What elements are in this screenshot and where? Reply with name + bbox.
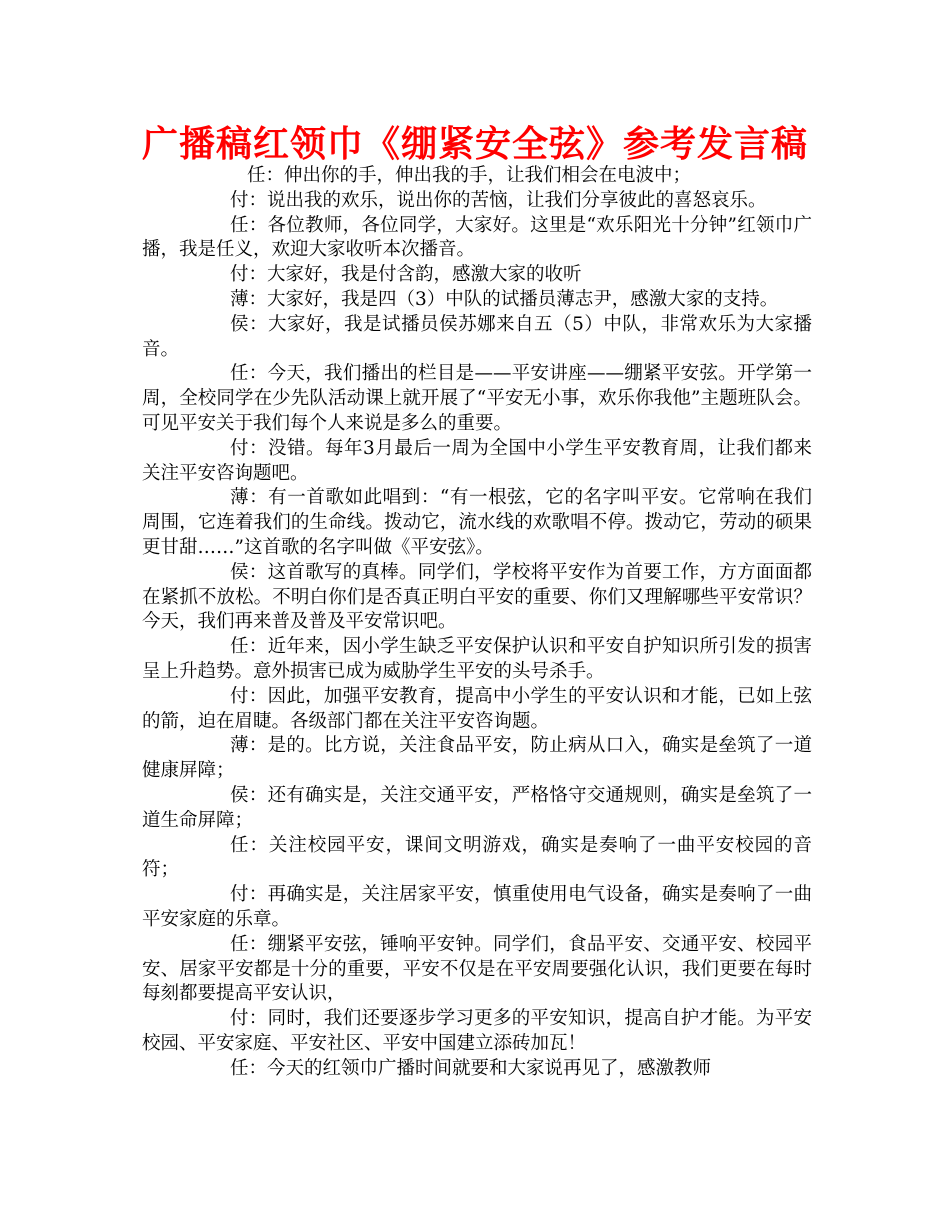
paragraph: 付：同时，我们还要逐步学习更多的平安知识，提高自护才能。为平安校园、平安家庭、平安社区、平安中国建立添砖加瓦！: [142, 1008, 812, 1054]
paragraph: 任：各位教师，各位同学，大家好。这里是“欢乐阳光十分钟”红领巾广播，我是任义，欢迎大家收听本次播音。: [142, 214, 812, 261]
paragraph: 薄：是的。比方说，关注食品平安，防止病从口入，确实是垒筑了一道健康屏障；: [142, 735, 812, 782]
paragraph: 付：没错。每年3月最后一周为全国中小学生平安教育周，让我们都来关注平安咨询题吧。: [142, 437, 812, 484]
paragraph: 付：因此，加强平安教育，提高中小学生的平安认识和才能，已如上弦的箭，迫在眉睫。各级部门都在关注平安咨询题。: [142, 685, 812, 732]
paragraph: 侯：还有确实是，关注交通平安，严格恪守交通规则，确实是垒筑了一道生命屏障；: [142, 784, 812, 831]
paragraph: 任：今天，我们播出的栏目是——平安讲座——绷紧平安弦。开学第一周，全校同学在少先队活动课上就开展了“平安无小事，欢乐你我他”主题班队会。可见平安关于我们每个人来说是多么的重要。: [142, 363, 812, 434]
paragraph: 任：伸出你的手，伸出我的手，让我们相会在电波中；: [247, 165, 692, 186]
paragraph: 任：绷紧平安弦，锤响平安钟。同学们，食品平安、交通平安、校园平安、居家平安都是十分的重要，平安不仅是在平安周要强化认识，我们更要在每时每刻都要提高平安认识，: [142, 933, 812, 1005]
document-body: [142, 164, 812, 1081]
document-title: 广播稿红领巾《绷紧安全弦》参考发言稿: [141, 124, 808, 165]
paragraph: 任：近年来，因小学生缺乏平安保护认识和平安自护知识所引发的损害呈上升趋势。意外损害已成为威胁学生平安的头号杀手。: [142, 636, 812, 682]
paragraph: 薄：大家好，我是四（3）中队的试播员薄志尹，感激大家的支持。: [230, 288, 779, 310]
paragraph: 侯：大家好，我是试播员侯苏娜来自五（5）中队，非常欢乐为大家播音。: [142, 313, 812, 360]
paragraph: 任：关注校园平安，课间文明游戏，确实是奏响了一曲平安校园的音符；: [142, 834, 812, 881]
paragraph: 付：大家好，我是付含韵，感激大家的收听: [230, 264, 582, 286]
paragraph: 薄：有一首歌如此唱到：“有一根弦，它的名字叫平安。它常响在我们周围，它连着我们的生命线。拨动它，流水线的欢歌唱不停。拨动它，劳动的硕果更甘甜……”这首歌的名字叫做《平安弦》。: [142, 487, 812, 558]
paragraph: 付：说出我的欢乐，说出你的苦恼，让我们分享彼此的喜怒哀乐。: [230, 189, 767, 211]
paragraph: 侯：这首歌写的真棒。同学们，学校将平安作为首要工作，方方面面都在紧抓不放松。不明白你们是否真正明白平安的重要、你们又理解哪些平安常识？今天，我们再来普及普及平安常识吧。: [142, 561, 812, 633]
paragraph: 付：再确实是，关注居家平安，慎重使用电气设备，确实是奏响了一曲平安家庭的乐章。: [142, 884, 812, 930]
paragraph: 任：今天的红领巾广播时间就要和大家说再见了，感激教师: [230, 1057, 712, 1079]
